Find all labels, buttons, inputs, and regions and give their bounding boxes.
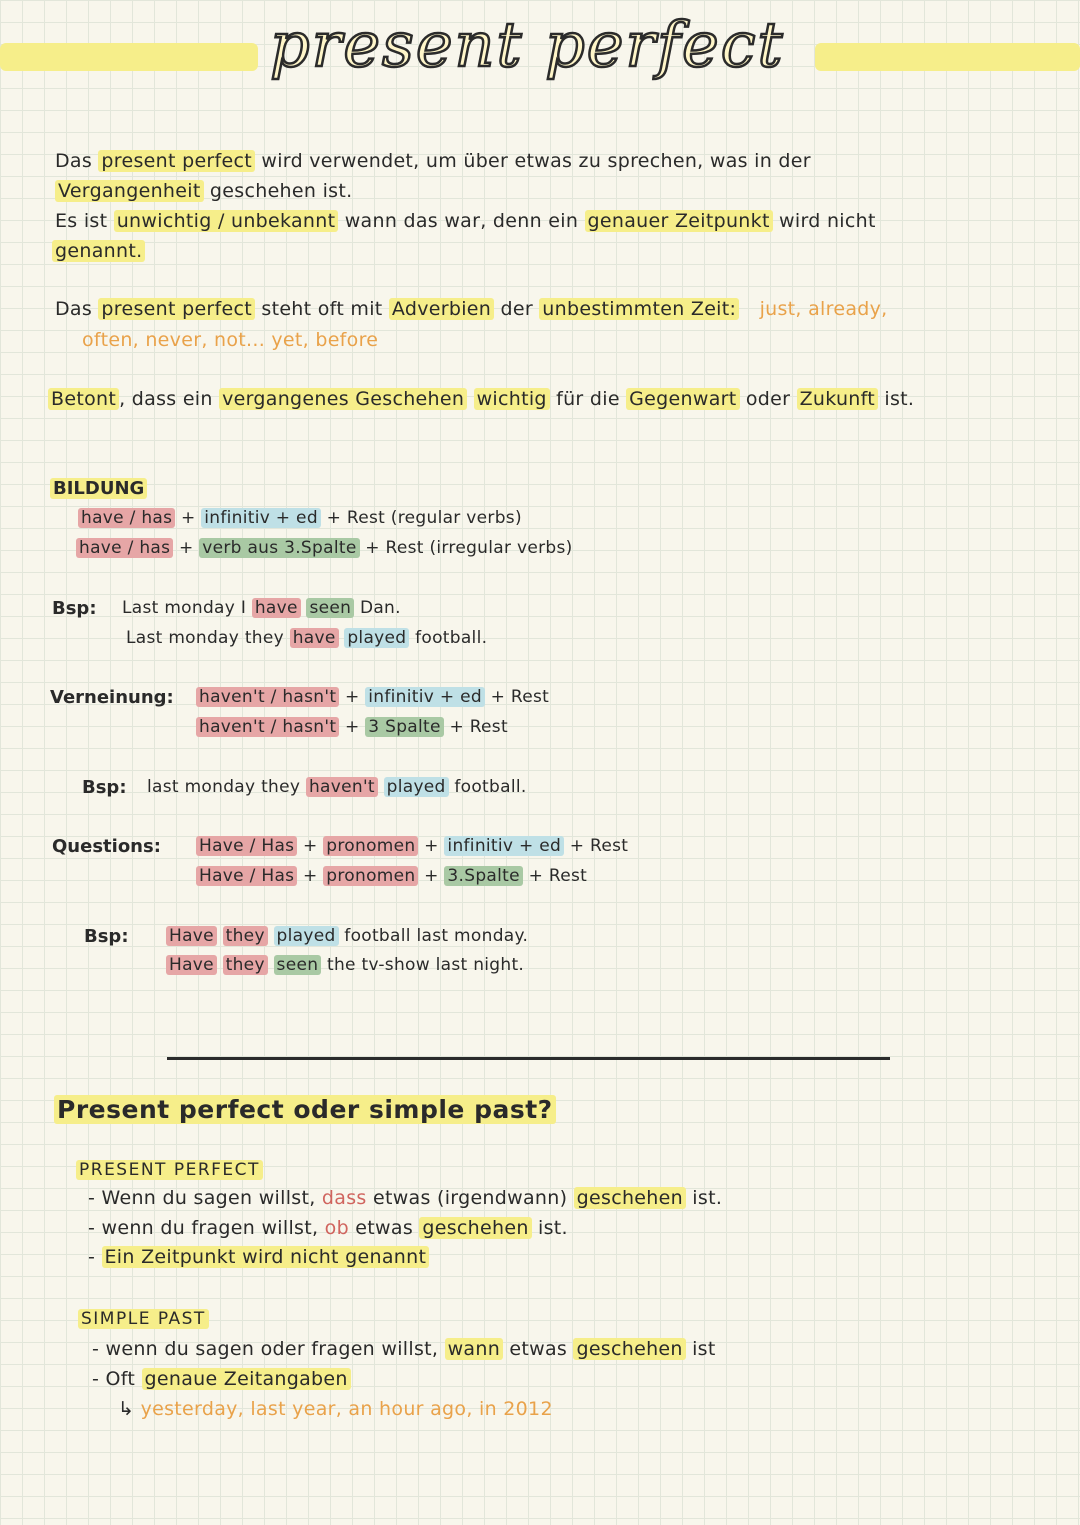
- term-unwichtig: unwichtig / unbekannt: [114, 210, 339, 232]
- simple-past-examples: yesterday, last year, an hour ago, in 2012: [140, 1398, 553, 1420]
- term-present-perfect: present perfect: [98, 150, 255, 172]
- bsp1-line-2: Last monday they have played football.: [126, 628, 488, 648]
- sp-point-3: [118, 1398, 553, 1420]
- term-vergangenheit: Vergangenheit: [55, 180, 204, 202]
- pp-point-2: - wenn du fragen willst, ob etwas geschehen ist.: [88, 1217, 568, 1239]
- pp-point-3: - Ein Zeitpunkt wird nicht genannt: [88, 1246, 429, 1268]
- bsp3-line-2: Have they seen the tv-show last night.: [166, 955, 524, 975]
- bsp2-line: last monday they haven't played football.: [147, 777, 527, 797]
- title-highlight-right: [815, 43, 1080, 71]
- bsp1-line-1: Last monday I have seen Dan.: [122, 598, 401, 618]
- section-divider: [167, 1057, 890, 1060]
- title-highlight-left: [0, 43, 258, 71]
- bsp3-label: Bsp:: [84, 926, 129, 947]
- present-perfect-label: PRESENT PERFECT: [76, 1160, 263, 1180]
- adverb-examples-2: often, never, not... yet, before: [82, 329, 379, 351]
- bildung-rule-irregular: have / has + verb aus 3.Spalte + Rest (irregular verbs): [76, 538, 573, 558]
- sp-point-1: - wenn du sagen oder fragen willst, wann etwas geschehen ist: [92, 1338, 716, 1360]
- questions-label: Questions:: [52, 836, 161, 857]
- betont-line: Betont , dass ein vergangenes Geschehen wichtig für die Gegenwart oder Zukunft ist.: [48, 388, 914, 410]
- arrow-icon: ↳: [118, 1398, 135, 1420]
- pp-point-1: - Wenn du sagen willst, dass etwas (irgendwann) geschehen ist.: [88, 1187, 723, 1209]
- verneinung-label: Verneinung:: [50, 687, 174, 708]
- sp-point-2: - Oft genaue Zeitangaben: [92, 1368, 351, 1390]
- verneinung-rule-2: haven't / hasn't + 3 Spalte + Rest: [196, 717, 508, 737]
- simple-past-label: SIMPLE PAST: [78, 1309, 209, 1329]
- questions-rule-2: Have / Has + pronomen + 3.Spalte + Rest: [196, 866, 587, 886]
- intro-line-4: genannt.: [52, 240, 145, 262]
- page-title: present perfect: [270, 8, 785, 81]
- intro-line-2: Vergangenheit geschehen ist.: [55, 180, 352, 202]
- intro-line-3: Es ist unwichtig / unbekannt wann das war, denn ein genauer Zeitpunkt wird nicht: [55, 210, 876, 232]
- term-zeitpunkt: genauer Zeitpunkt: [585, 210, 773, 232]
- compare-heading: Present perfect oder simple past?: [54, 1095, 556, 1124]
- questions-rule-1: Have / Has + pronomen + infinitiv + ed + Rest: [196, 836, 628, 856]
- bildung-heading: BILDUNG: [50, 478, 147, 499]
- adverb-examples-1: just, already,: [759, 298, 888, 320]
- verneinung-rule-1: haven't / hasn't + infinitiv + ed + Rest: [196, 687, 549, 707]
- bildung-rule-regular: have / has + infinitiv + ed + Rest (regular verbs): [78, 508, 522, 528]
- bsp3-line-1: Have they played football last monday.: [166, 926, 528, 946]
- bsp2-label: Bsp:: [82, 777, 127, 798]
- adverbs-line-1: Das present perfect steht oft mit Adverbien der unbestimmten Zeit: just, already,: [55, 298, 888, 320]
- intro-line-1: Das present perfect wird verwendet, um über etwas zu sprechen, was in der: [55, 150, 811, 172]
- bsp1-label: Bsp:: [52, 598, 97, 619]
